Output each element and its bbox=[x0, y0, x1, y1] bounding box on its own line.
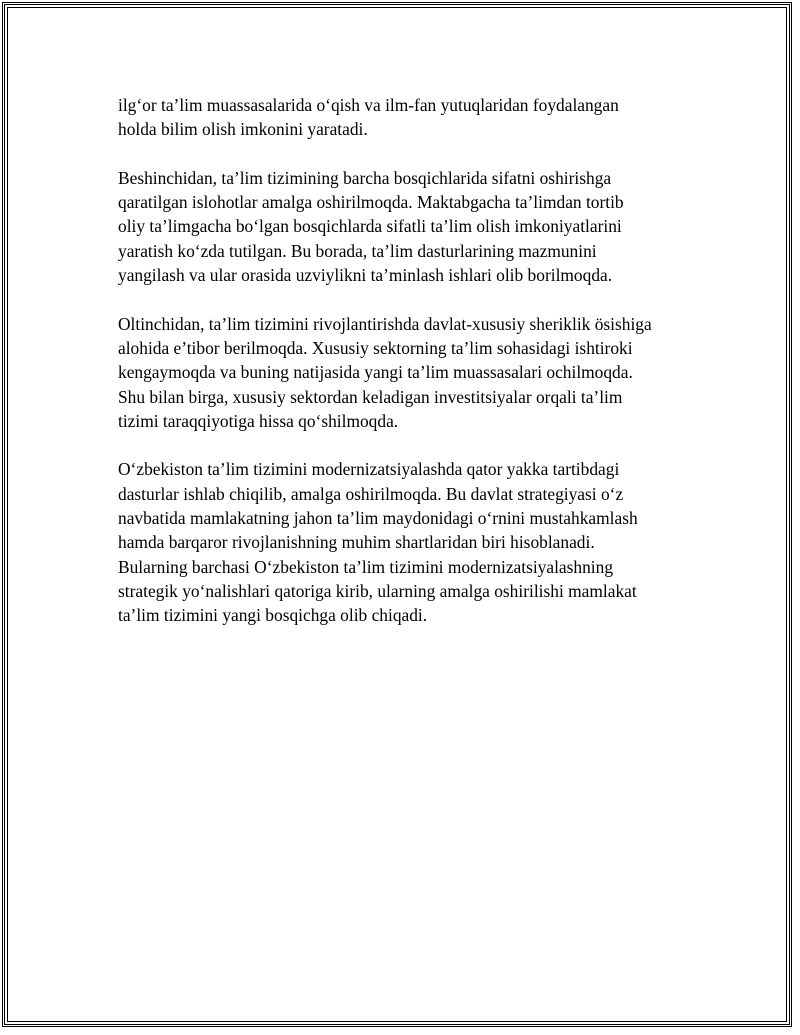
text-line: yaratish ko‘zda tutilgan. Bu borada, ta’lim dasturlarining mazmunini bbox=[118, 240, 597, 261]
text-line: dasturlar ishlab chiqilib, amalga oshirilmoqda. Bu davlat strategiyasi o‘z bbox=[118, 483, 624, 504]
document-body bbox=[118, 93, 698, 652]
text-line: Oltinchidan, ta’lim tizimini rivojlantirishda davlat-xususiy sheriklik ösishiga bbox=[118, 313, 652, 334]
text-line: O‘zbekiston ta’lim tizimini modernizatsiyalashda qator yakka tartibdagi bbox=[118, 459, 620, 480]
text-line: Bularning barchasi O‘zbekiston ta’lim tizimini modernizatsiyalashning bbox=[118, 556, 614, 577]
text-line: ta’lim tizimini yangi bosqichga olib chiqadi. bbox=[118, 605, 428, 626]
text-line: qaratilgan islohotlar amalga oshirilmoqda. Maktabgacha ta’limdan tortib bbox=[118, 192, 624, 213]
text-line: navbatida mamlakatning jahon ta’lim maydonidagi o‘rnini mustahkamlash bbox=[118, 508, 638, 529]
text-line: kengaymoqda va buning natijasida yangi ta’lim muassasalari ochilmoqda. bbox=[118, 362, 633, 383]
text-line: holda bilim olish imkonini yaratadi. bbox=[118, 119, 368, 140]
text-line: ilg‘or ta’lim muassasalarida o‘qish va ilm-fan yutuqlaridan foydalangan bbox=[118, 95, 619, 115]
paragraph-1 bbox=[118, 93, 698, 142]
text-line: strategik yo‘nalishlari qatoriga kirib, ularning amalga oshirilishi mamlakat bbox=[118, 580, 637, 601]
paragraph-2 bbox=[118, 166, 698, 287]
text-line: yangilash va ular orasida uzviylikni ta’minlash ishlari olib borilmoqda. bbox=[118, 265, 613, 286]
text-line: Beshinchidan, ta’lim tizimining barcha bosqichlarida sifatni oshirishga bbox=[118, 167, 612, 188]
text-line: Shu bilan birga, xususiy sektordan keladigan investitsiyalar orqali ta’lim bbox=[118, 386, 623, 407]
text-line: alohida e’tibor berilmoqda. Xususiy sektorning ta’lim sohasidagi ishtiroki bbox=[118, 337, 633, 358]
paragraph-4 bbox=[118, 457, 698, 627]
text-line: hamda barqaror rivojlanishning muhim shartlaridan biri hisoblanadi. bbox=[118, 532, 595, 553]
text-line: tizimi taraqqiyotiga hissa qo‘shilmoqda. bbox=[118, 410, 399, 431]
text-line: oliy ta’limgacha bo‘lgan bosqichlarda sifatli ta’lim olish imkoniyatlarini bbox=[118, 216, 622, 237]
paragraph-3 bbox=[118, 312, 698, 433]
